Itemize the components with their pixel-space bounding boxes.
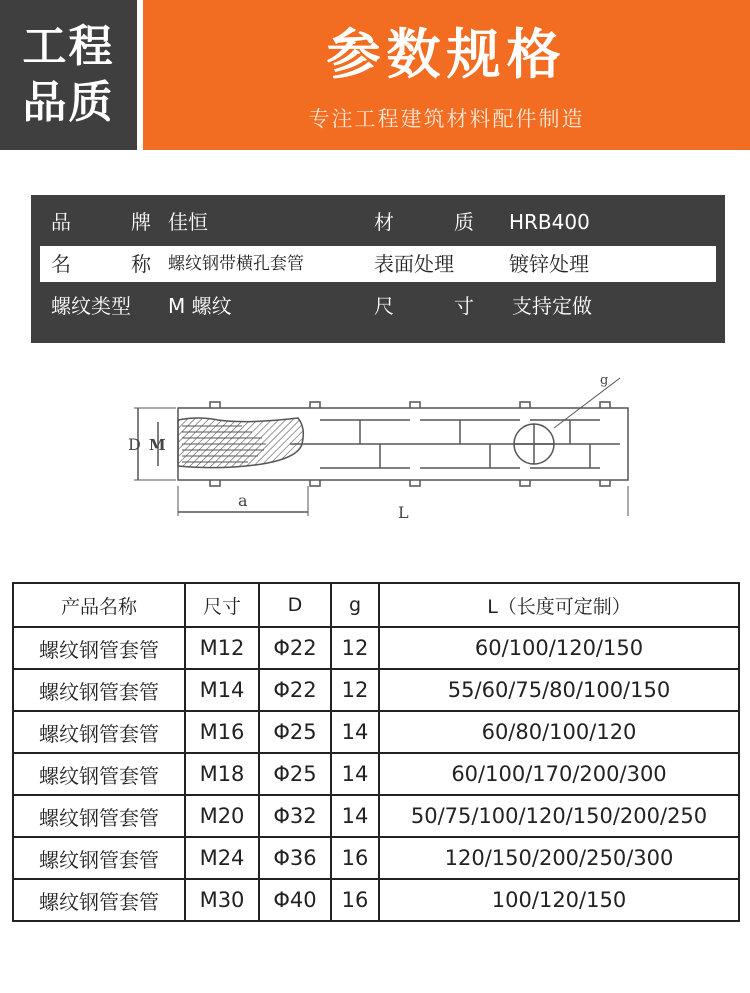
cell-size: M14	[185, 669, 259, 711]
cell-name: 螺纹钢管套管	[13, 795, 185, 837]
cell-name: 螺纹钢管套管	[13, 711, 185, 753]
cell-name: 螺纹钢管套管	[13, 879, 185, 921]
cell-size: M24	[185, 837, 259, 879]
table-row	[13, 879, 739, 921]
cell-name: 螺纹钢管套管	[13, 753, 185, 795]
table-header-row	[13, 583, 739, 627]
cell-name: 螺纹钢管套管	[13, 837, 185, 879]
thread-label: 螺纹类型	[51, 294, 131, 318]
cell-length: 55/60/75/80/100/150	[379, 669, 739, 711]
cell-name: 螺纹钢管套管	[13, 627, 185, 669]
cell-size: M30	[185, 879, 259, 921]
table-row	[13, 753, 739, 795]
cell-length: 50/75/100/120/150/200/250	[379, 795, 739, 837]
col-header-d: D	[259, 583, 331, 627]
label-l: L	[398, 503, 409, 522]
cell-g: 16	[331, 837, 379, 879]
info-row-name	[40, 246, 716, 282]
info-row-thread	[31, 288, 725, 324]
cell-size: M12	[185, 627, 259, 669]
size-value: 支持定做	[512, 294, 592, 318]
label-g: g	[600, 373, 609, 388]
product-info-panel	[31, 195, 725, 343]
page-title: 参数规格	[326, 23, 567, 86]
cell-g: 14	[331, 711, 379, 753]
surface-value: 镀锌处理	[509, 252, 589, 276]
page-subtitle: 专注工程建筑材料配件制造	[308, 107, 585, 131]
cell-length: 60/100/120/150	[379, 627, 739, 669]
quality-badge	[0, 0, 137, 150]
size-label: 尺 寸	[374, 294, 474, 318]
cell-d: Φ25	[259, 753, 331, 795]
cell-length: 120/150/200/250/300	[379, 837, 739, 879]
thread-value: M 螺纹	[168, 294, 232, 318]
cell-length: 60/80/100/120	[379, 711, 739, 753]
coupler-drawing	[130, 370, 640, 530]
cell-name: 螺纹钢管套管	[13, 669, 185, 711]
cell-g: 14	[331, 795, 379, 837]
cell-g: 12	[331, 669, 379, 711]
table-row	[13, 711, 739, 753]
spec-table	[12, 582, 740, 922]
cell-g: 16	[331, 879, 379, 921]
cell-length: 60/100/170/200/300	[379, 753, 739, 795]
cell-d: Φ32	[259, 795, 331, 837]
cell-size: M16	[185, 711, 259, 753]
table-row	[13, 669, 739, 711]
cell-d: Φ22	[259, 627, 331, 669]
brand-value: 佳恒	[168, 210, 208, 234]
cell-g: 12	[331, 627, 379, 669]
cell-length: 100/120/150	[379, 879, 739, 921]
badge-line-2: 品质	[22, 77, 115, 128]
cell-g: 14	[331, 753, 379, 795]
cell-size: M18	[185, 753, 259, 795]
surface-label: 表面处理	[374, 252, 454, 276]
cell-d: Φ22	[259, 669, 331, 711]
col-header-size: 尺寸	[185, 583, 259, 627]
table-row	[13, 627, 739, 669]
title-banner	[143, 0, 750, 150]
material-value: HRB400	[509, 210, 590, 234]
label-m: M	[149, 436, 166, 454]
col-header-length: L（长度可定制）	[379, 583, 739, 627]
cell-d: Φ36	[259, 837, 331, 879]
badge-line-1: 工程	[22, 21, 115, 72]
cell-d: Φ25	[259, 711, 331, 753]
cell-size: M20	[185, 795, 259, 837]
brand-label: 品 牌	[51, 210, 151, 234]
info-row-brand	[31, 204, 725, 240]
label-d: D	[128, 435, 141, 454]
col-header-name: 产品名称	[13, 583, 185, 627]
name-label: 名 称	[51, 252, 151, 276]
cell-d: Φ40	[259, 879, 331, 921]
label-a: a	[238, 491, 248, 510]
name-value: 螺纹钢带横孔套管	[168, 254, 304, 274]
table-row	[13, 795, 739, 837]
table-row	[13, 837, 739, 879]
col-header-g: g	[331, 583, 379, 627]
material-label: 材 质	[374, 210, 474, 234]
